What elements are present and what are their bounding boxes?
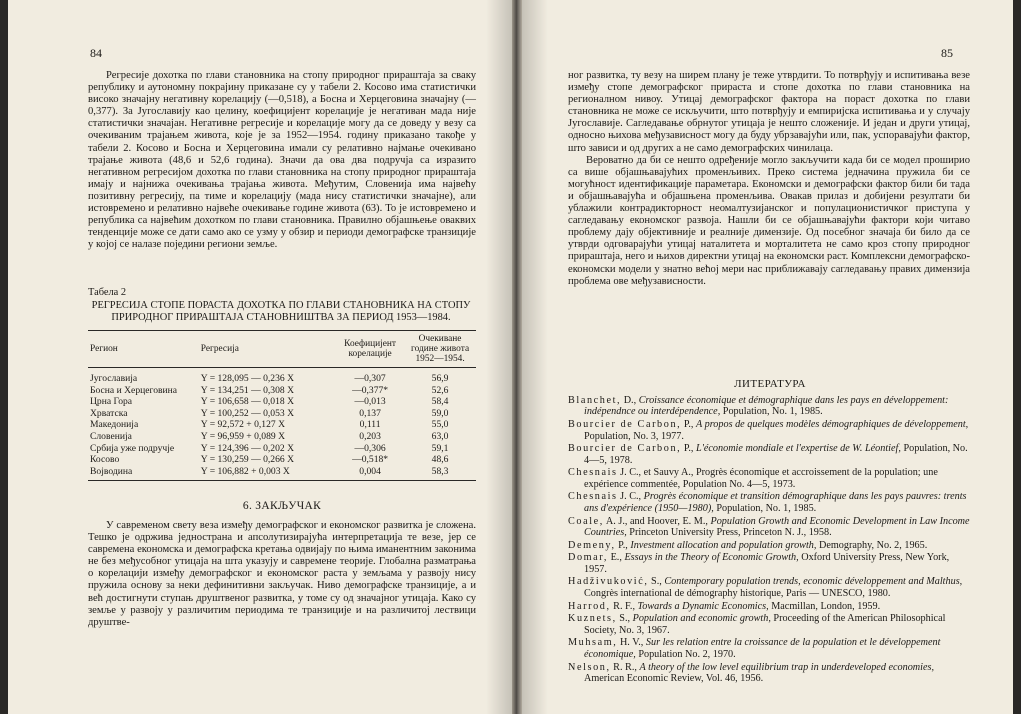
reference-title: L'économie mondiale et l'expertise de W. Léontief, bbox=[696, 443, 901, 455]
cell-regression: Y = 124,396 — 0,202 X bbox=[200, 442, 294, 454]
reference-entry bbox=[568, 576, 970, 599]
reference-source: Population, No. 1, 1985. bbox=[720, 406, 823, 418]
cell-correlation: 0,137 bbox=[359, 407, 381, 419]
conclusion-paragraph: У савременом свету веза између демографског и економског развитка је сложена. Тешко је одржива једнострана и апсолутизирајућа интерпретација те везе, јер се савремена економска и демографска кретања одвијају по њима иманентним законима не без међусобног утицаја на шта указују и савремене теорије. Глобална разматрања о корелацији између демографског и економског раста у земљама у развоју нису пружила основу за неки дефинитивни закључак. Ниво демографске транзиције, а и већ достигнути ступањ друштвеног развитка, у томе су од значајног утицаја. Како су земље у развоју у различитим периодима те транзиције и на различитој лествици друштве- bbox=[88, 520, 476, 628]
cell-life-expectancy: 59,0 bbox=[431, 407, 449, 419]
cell-correlation: —0,013 bbox=[354, 396, 386, 408]
reference-title: Investment allocation and population growth, bbox=[630, 539, 817, 551]
cell-correlation: —0,307 bbox=[354, 373, 386, 384]
reference-author: Harrod, bbox=[568, 600, 611, 612]
right-text-block bbox=[568, 70, 970, 288]
reference-details: H. V., bbox=[617, 637, 646, 649]
regression-table bbox=[88, 330, 476, 481]
cell-region: Словенија bbox=[90, 430, 132, 442]
reference-author: Nelson, bbox=[568, 661, 611, 673]
reference-entry bbox=[568, 637, 970, 660]
cell-region: Црна Гора bbox=[90, 396, 133, 408]
reference-source: American Economic Review, Vol. 46, 1956. bbox=[584, 672, 764, 684]
reference-source: Population, No. 1, 1985. bbox=[713, 502, 817, 514]
cell-correlation: 0,004 bbox=[336, 466, 404, 481]
cell-region: Македонија bbox=[90, 419, 139, 431]
reference-source: Population No. 2, 1970. bbox=[635, 648, 736, 660]
cell-correlation: —0,518* bbox=[352, 454, 389, 466]
cell-correlation: 0,203 bbox=[359, 430, 381, 442]
reference-entry bbox=[568, 491, 970, 514]
reference-source: Population, No. 3, 1977. bbox=[584, 430, 684, 442]
reference-entry bbox=[568, 540, 970, 551]
cell-life-expectancy: 58,4 bbox=[431, 396, 449, 408]
reference-source: Sauvy A., Progrès économique et accroissement de la population; une expérience commentée, Population No. 4—5, 1973. bbox=[584, 467, 938, 490]
reference-author: Demeny, bbox=[568, 539, 616, 551]
page-number-right: 85 bbox=[941, 46, 953, 60]
reference-author: Blanchet, bbox=[568, 395, 622, 406]
table-row bbox=[88, 454, 476, 466]
reference-author: Kuznets, bbox=[568, 613, 617, 625]
table-header-regression: Регресија bbox=[199, 331, 336, 368]
reference-author: Bourcier de Carbon, bbox=[568, 443, 682, 455]
reference-title: A theory of the low level equilibrium trap in underdeveloped economies, bbox=[639, 661, 935, 673]
reference-details: P., bbox=[615, 539, 631, 551]
reference-author: Domar, bbox=[568, 552, 609, 564]
reference-details: S., bbox=[648, 576, 665, 588]
intro-text-block bbox=[88, 70, 476, 251]
cell-life-expectancy: 59,1 bbox=[431, 442, 449, 454]
cell-regression: Y = 96,959 + 0,089 X bbox=[200, 430, 286, 442]
cell-correlation: 0,111 bbox=[359, 419, 381, 431]
reference-source: Princeton University Press, Princeton N. J., 1958. bbox=[626, 526, 832, 538]
reference-details: R. F., bbox=[610, 600, 638, 612]
conclusion-text-block bbox=[88, 520, 476, 629]
cell-region: Босна и Херцеговина bbox=[90, 384, 178, 396]
references-list bbox=[568, 395, 970, 686]
table-row bbox=[88, 408, 476, 420]
reference-entry bbox=[568, 662, 970, 685]
reference-source: Macmillan, London, 1959. bbox=[768, 600, 881, 612]
reference-source: Demography, No. 2, 1965. bbox=[816, 539, 928, 551]
left-page-spine-shadow bbox=[486, 0, 512, 714]
reference-title: Sur les relation entre la croissance de la population et le développement économique, bbox=[584, 637, 941, 660]
table-row bbox=[88, 385, 476, 397]
reference-entry bbox=[568, 467, 970, 490]
reference-details: P., bbox=[681, 443, 697, 455]
reference-author: Chesnais bbox=[568, 467, 618, 479]
reference-source: Proceeding of the American Philosophical Society, No. 3, 1967. bbox=[584, 613, 946, 636]
reference-entry bbox=[568, 443, 970, 466]
reference-author: Bourcier de Carbon, bbox=[568, 419, 682, 431]
reference-entry bbox=[568, 552, 970, 575]
reference-details: D., bbox=[621, 395, 639, 406]
reference-author: Muhsam, bbox=[568, 637, 618, 649]
cell-regression: Y = 100,252 — 0,053 X bbox=[200, 407, 294, 419]
reference-details: J. C., bbox=[617, 491, 644, 503]
cell-life-expectancy: 56,9 bbox=[431, 373, 449, 384]
cell-regression: Y = 106,658 — 0,018 X bbox=[200, 396, 294, 408]
cell-region: Србија уже подручје bbox=[90, 442, 175, 454]
table-row bbox=[88, 419, 476, 431]
table-header-correlation: Коефицијент корелације bbox=[336, 331, 404, 368]
table-row bbox=[88, 443, 476, 455]
cell-region: Војводина bbox=[88, 466, 199, 481]
cell-life-expectancy: 58,3 bbox=[404, 466, 476, 481]
cell-life-expectancy: 55,0 bbox=[431, 419, 449, 431]
table-header-life-expectancy: Очекиване године живота 1952—1954. bbox=[404, 331, 476, 368]
cell-life-expectancy: 63,0 bbox=[431, 430, 449, 442]
cell-correlation: —0,377* bbox=[352, 384, 389, 396]
reference-source: Oxford University Press, New York, 1957. bbox=[584, 552, 950, 575]
reference-entry bbox=[568, 516, 970, 539]
reference-title: Population Growth and Economic Development in Law Income Countries, bbox=[584, 515, 970, 538]
cell-life-expectancy: 52,6 bbox=[431, 384, 449, 396]
table-label: Табела 2 bbox=[88, 287, 127, 298]
cell-region: Хрватска bbox=[90, 407, 128, 419]
reference-author: Chesnais bbox=[568, 491, 618, 503]
reference-title: Contemporary population trends, economic développement and Malthus, bbox=[664, 576, 963, 588]
reference-author: Coale, bbox=[568, 515, 604, 527]
continuation-paragraph: ног развитка, ту везу на ширем плану је теже утврдити. То потврђују и испитивања везе између стопе демографског прираста и стопе дохотка по глави становника на регионалном нивоу. Утицај демографског фактора на пораст дохотка по глави становника не може се искључити, што потврђују и емпиријска испитивања и у случају Југославије. Сагледавање обрнутог утицаја је нешто сложеније. И један и други утицај, односно њихова међузависност могу да буду убрзавајући или, пак, успоравајући фактор, што зависи и од других а не само демографских чинилаца. bbox=[568, 70, 970, 154]
cell-life-expectancy: 48,6 bbox=[431, 454, 449, 466]
reference-title: Towards a Dynamic Economics, bbox=[637, 600, 769, 612]
reference-details: R. R., bbox=[610, 661, 640, 673]
reference-source: Population, No. 4—5, 1978. bbox=[584, 443, 968, 466]
reference-entry bbox=[568, 601, 970, 612]
table-row bbox=[88, 466, 476, 481]
right-page-spine-shadow bbox=[522, 0, 548, 714]
reference-details: J. C., et bbox=[617, 467, 654, 479]
section-heading-conclusion: 6. ЗАКЉУЧАК bbox=[242, 500, 322, 512]
book-gutter bbox=[512, 0, 522, 714]
cell-correlation: —0,306 bbox=[354, 442, 386, 454]
reference-author: Hadživuković, bbox=[568, 576, 649, 588]
table-header-row bbox=[88, 331, 476, 368]
reference-entry bbox=[568, 395, 970, 418]
reference-title: Croissance économique et démographique dans les pays en développement: indépendnce ou interdépendence, bbox=[584, 395, 949, 418]
table-title: РЕГРЕСИЈА СТОПЕ ПОРАСТА ДОХОТКА ПО ГЛАВИ СТАНОВНИКА НА СТОПУ ПРИРОДНОГ ПРИРАШТАЈА СТАНОВНИШТВА ЗА ПЕРИОД 1953—1984. bbox=[91, 300, 471, 323]
reference-source: Congrès international de démography historique, Paris — UNESCO, 1980. bbox=[584, 587, 891, 599]
reference-title: Essays in the Theory of Economic Growth, bbox=[624, 552, 799, 564]
cell-regression: Y = 92,572 + 0,127 X bbox=[200, 419, 286, 431]
reference-title: Population and economic growth, bbox=[632, 613, 771, 625]
cell-regression: Y = 134,251 — 0,308 X bbox=[200, 384, 294, 396]
reference-details: E., bbox=[608, 552, 625, 564]
cell-regression: Y = 106,882 + 0,003 X bbox=[199, 466, 336, 481]
reference-details: P., bbox=[681, 419, 697, 431]
reference-entry bbox=[568, 419, 970, 442]
reference-entry bbox=[568, 613, 970, 636]
reference-details: A. J., and Hoover, E. M., bbox=[603, 515, 711, 527]
table-header-region: Регион bbox=[88, 331, 199, 368]
background-right-edge bbox=[1013, 0, 1021, 714]
cell-region: Косово bbox=[90, 454, 120, 466]
reference-details: S., bbox=[616, 613, 633, 625]
cell-region: Југославија bbox=[90, 373, 138, 384]
table-row bbox=[88, 396, 476, 408]
table-row bbox=[88, 431, 476, 443]
intro-paragraph: Регресије дохотка по глави становника на стопу природног прираштаја за сваку републику и аутономну покрајину приказане су у табели 2. Косово има статистички високо значајну негативну корелацију (—0,518), а Босна и Херцеговина значајну (—0,377). За Југославију као целину, коефицијент корелације је негативан мада није статистички значајан. Негативне регресије и корелације могу да се доведу у везу са очекиваним трајањем живота, које је за 1952—1954. годину приказано такође у табели 2. Косово и Босна и Херцеговина имали су релативно најмање очекивано трајање живота (48,6 и 52,6 година). Значи да ова два подручја са изразито негативном регресијом дохотка по глави становника на стопу природног прираштаја имају и најнижа очекивања трајања живота. Међутим, Словенија има највећу позитивну регресију, па тиме и корелацију (мада нису статистички значајне), али истовремено и релативно највеће очекивање године живота (63). То је истовремено и република са највећим дохотком по глави становника. Правилно објашњење оваквих тенденције може се дати само ако се узму у обзир и периоди демографске транзиције у којој се налазе поједини региони земље. bbox=[88, 70, 476, 251]
cell-regression: Y = 130,259 — 0,266 X bbox=[200, 454, 294, 466]
reference-title: A propos de quelques modèles démographiques de développement, bbox=[696, 419, 969, 431]
reference-title: Progrès économique et transition démographique dans les pays pauvres: trents ans d'expérience (1950—1980), bbox=[584, 491, 967, 514]
table-row bbox=[88, 368, 476, 385]
cell-regression: Y = 128,095 — 0,236 X bbox=[200, 373, 294, 384]
background-left-edge bbox=[0, 0, 8, 714]
model-paragraph: Вероватно да би се нешто одређеније могло закључити када би се модел проширио са више објашњавајућих променљивих. Преко система једначина пружила би се могућност идентификације параметара. Економски и демографски фактор били би тада и објашњавајућа и објашњена променљива. Овакав прилаз и добијени резултати би ублажили контрадикторност неомалтузијанског и популационистичког приступа у сагледавању економског развоја. Нашли би се објашњавајући фактори који читаво проблему дају објективније и реалније димензије. Од посебног значаја би било да се утврди одговарајући утицај наталитета и морталитета не само кроз стопу природног прираштаја, него и њихов директни утицај на економски раст. Комплексни демографско-економски модели у знатно већој мери нас приближавају сагледавању правих димензија проблема ове међузависности. bbox=[568, 154, 970, 287]
page-number-left: 84 bbox=[90, 46, 102, 60]
references-heading: ЛИТЕРАТУРА bbox=[734, 378, 806, 390]
